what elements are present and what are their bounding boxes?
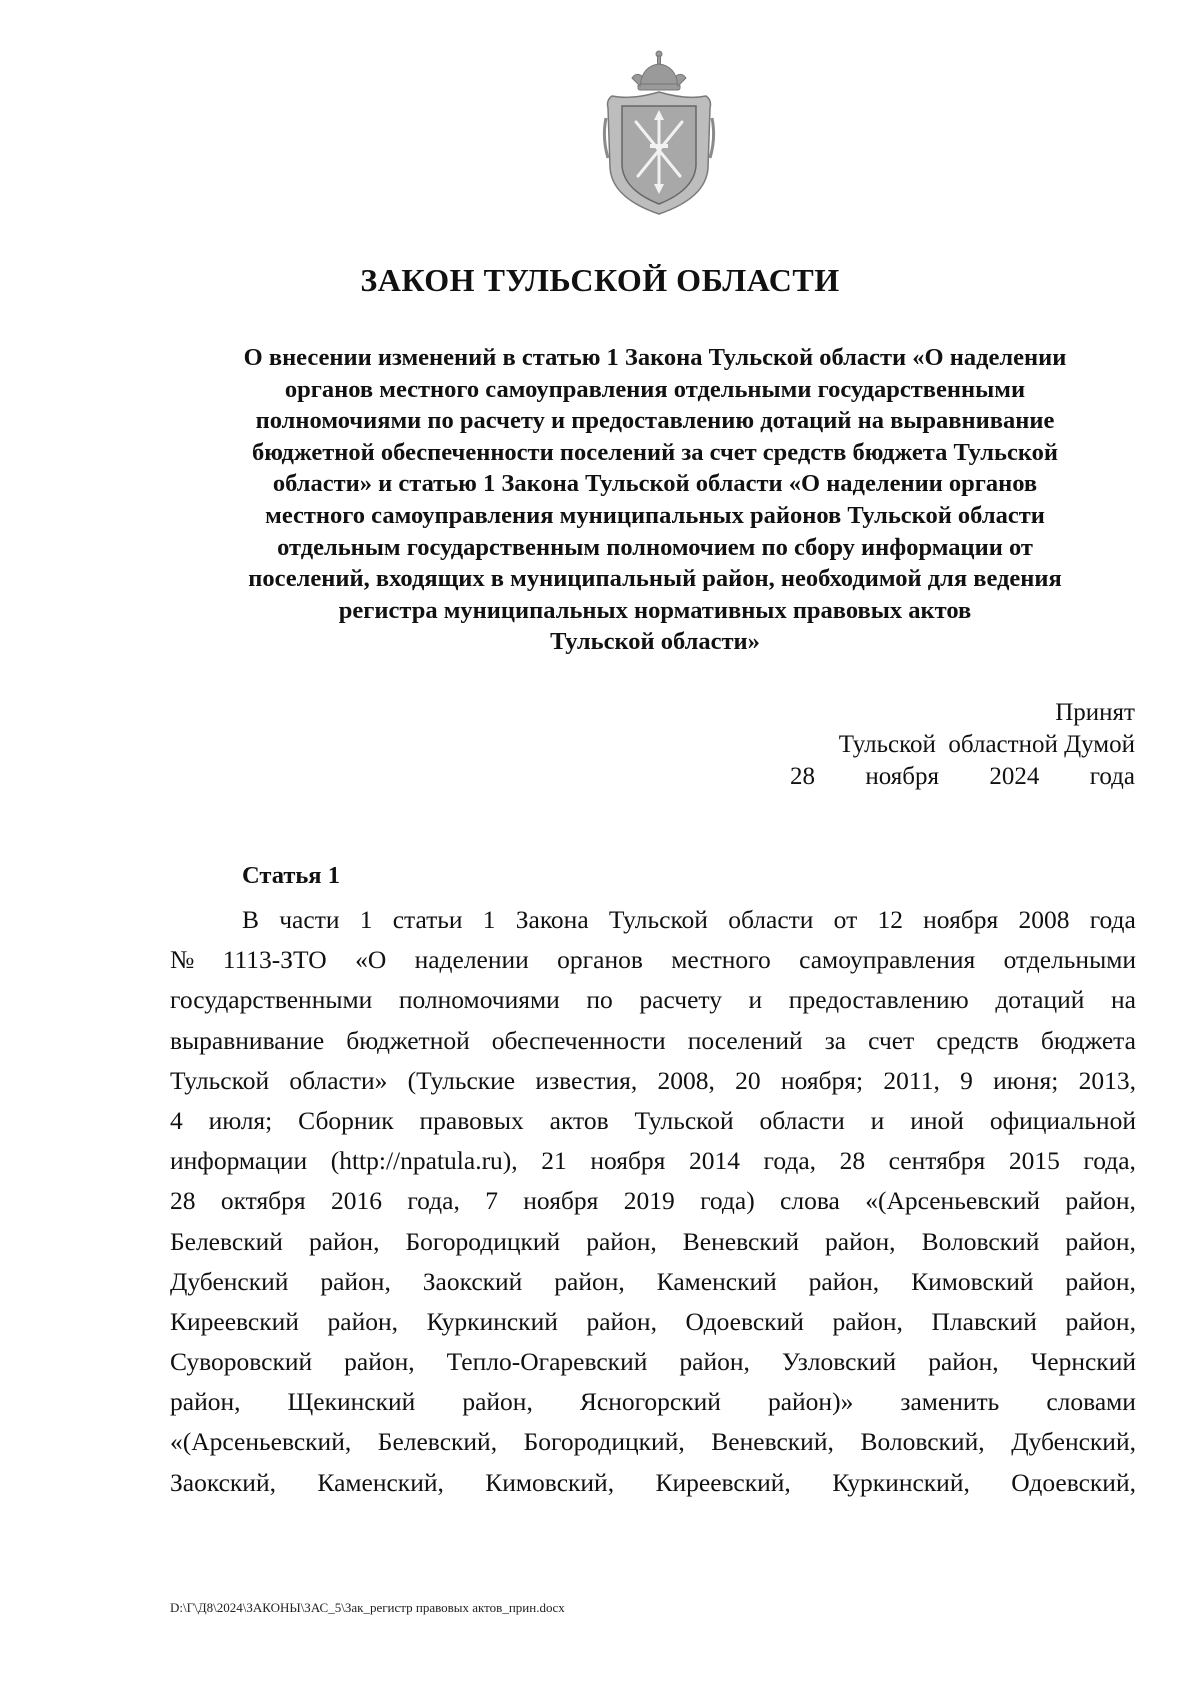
subtitle-line: регистра муниципальных нормативных правовых актов [338, 596, 972, 624]
article-line: 28 октября 2016 года, 7 ноября 2019 года) слова «(Арсеньевский район, [170, 1186, 1136, 1216]
law-title: ЗАКОН ТУЛЬСКОЙ ОБЛАСТИ [360, 262, 840, 298]
subtitle-line: Тульской области» [550, 628, 760, 656]
file-path-footer: D:\Г\Д8\2024\ЗАКОНЫ\ЗАС_5\Зак_регистр правовых актов_прин.docx [170, 1600, 565, 1615]
article-line: выравнивание бюджетной обеспеченности поселений за счет средств бюджета [170, 1025, 1136, 1055]
subtitle-line: О внесении изменений в статью 1 Закона Тульской области «О наделении [243, 344, 1067, 371]
article-line: Киреевский район, Куркинский район, Одоевский район, Плавский район, [170, 1306, 1136, 1336]
subtitle-line: области» и статью 1 Закона Тульской области «О наделении органов [272, 470, 1038, 498]
law-subtitle [175, 342, 1135, 658]
subtitle-line: отдельным государственным полномочием по сбору информации от [277, 533, 1033, 561]
article-line: В части 1 статьи 1 Закона Тульской области от 12 ноября 2008 года [242, 905, 1136, 934]
article-line: Заокский, Каменский, Кимовский, Киреевский, Куркинский, Одоевский, [170, 1467, 1136, 1497]
subtitle-line: бюджетной обеспеченности поселений за счет средств бюджета Тульской [251, 438, 1058, 466]
date-month: ноября [865, 763, 939, 790]
date-word: года [1089, 763, 1135, 790]
article-heading: Статья 1 [242, 862, 340, 889]
subtitle-line: местного самоуправления муниципальных районов Тульской области [265, 501, 1045, 529]
article-line: № 1113-ЗТО «О наделении органов местного самоуправления отдельными [170, 945, 1136, 975]
article-line: информации (http://npatula.ru), 21 ноября 2014 года, 28 сентября 2015 года, [170, 1146, 1136, 1176]
subtitle-line: полномочиями по расчету и предоставлению дотаций на выравнивание [255, 407, 1055, 435]
article-line: Белевский район, Богородицкий район, Веневский район, Воловский район, [170, 1226, 1136, 1256]
article-line: 4 июля; Сборник правовых актов Тульской области и иной официальной [170, 1105, 1136, 1135]
article-line: район, Щекинский район, Ясногорский район)» заменить словами [170, 1387, 1136, 1417]
date-year: 2024 [989, 763, 1040, 790]
adoption-date [790, 761, 1135, 793]
article-body [170, 900, 1136, 1503]
article-line: государственными полномочиями по расчету и предоставлению дотаций на [170, 985, 1136, 1015]
article-line: Дубенский район, Заокский район, Каменский район, Кимовский район, [170, 1266, 1136, 1296]
adopted-label: Принят [1055, 699, 1135, 726]
subtitle-line: поселений, входящих в муниципальный район, необходимой для ведения [248, 565, 1062, 593]
article-line: Суворовский район, Тепло-Огаревский район, Узловский район, Чернский [170, 1347, 1136, 1377]
adoption-block [790, 697, 1135, 793]
adopted-by: Тульской областной Думой [838, 731, 1135, 758]
date-day: 28 [790, 763, 815, 790]
subtitle-line: органов местного самоуправления отдельными государственными [284, 375, 1026, 403]
tula-coat-of-arms-icon [602, 48, 716, 216]
article-line: «(Арсеньевский, Белевский, Богородицкий, Веневский, Воловский, Дубенский, [170, 1427, 1136, 1457]
article-line: Тульской области» (Тульские известия, 2008, 20 ноября; 2011, 9 июня; 2013, [170, 1065, 1136, 1095]
